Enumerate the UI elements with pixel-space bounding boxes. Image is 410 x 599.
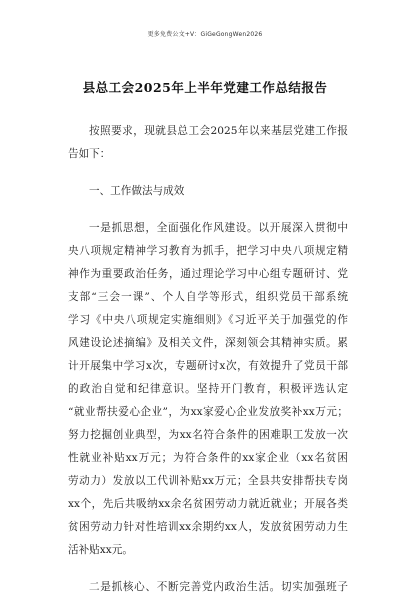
paragraph-line: 风建设论述摘编》及相关文件，深刻领会其精神实质。累: [68, 337, 348, 349]
paragraph-line: 活补贴xx元。: [68, 544, 133, 556]
paragraph-line: 计开展集中学习x次，专题研讨x次，有效提升了党员干部: [68, 360, 348, 372]
paragraph-line: xx个，先后共吸纳xx余名贫困劳动力就近就业；开展各类: [68, 498, 348, 510]
paragraph-line: 一是抓思想，全面强化作风建设。以开展深入贯彻中: [89, 222, 348, 234]
paragraph-line: “就业帮扶爱心企业”，为xx家爱心企业发放奖补xx万元；: [68, 406, 348, 418]
paragraph-line: 支部“三会一课”、个人自学等形式，组织党员干部系统: [68, 291, 348, 303]
document-body: [68, 120, 348, 599]
intro-line-1: 按照要求，现就县总工会2025年以来基层党建工作报: [89, 125, 348, 137]
paragraph-line: 神作为重要政治任务，通过理论学习中心组专题研讨、党: [68, 268, 348, 280]
paragraph-line: 劳动力）发放以工代训补贴xx万元；全县共安排帮扶专岗: [68, 475, 348, 487]
header-note: 更多免费公文+V：GiGeGongWen2026: [147, 31, 263, 38]
paragraph-line: 二是抓核心、不断完善党内政治生活。切实加强班子: [89, 581, 348, 593]
section-heading: 一、工作做法与成效: [89, 185, 185, 197]
paragraph-line: 努力挖掘创业典型，为xx名符合条件的困难职工发放一次: [68, 429, 348, 441]
paragraph-line: 贫困劳动力针对性培训xx余期约xx人，发放贫困劳动力生: [68, 521, 348, 533]
document-title: 县总工会2025年上半年党建工作总结报告: [82, 80, 328, 95]
paragraph-line: 学习《中央八项规定实施细则》《习近平关于加强党的作: [68, 314, 348, 326]
intro-line-2: 告如下：: [68, 148, 111, 160]
paragraph-line: 性就业补贴xx万元；为符合条件的xx家企业（xx名贫困: [68, 452, 348, 464]
paragraph-line: 央八项规定精神学习教育为抓手，把学习中央八项规定精: [68, 245, 348, 257]
paragraph-line: 的政治自觉和纪律意识。坚持开门教育，积极评选认定: [68, 383, 348, 395]
